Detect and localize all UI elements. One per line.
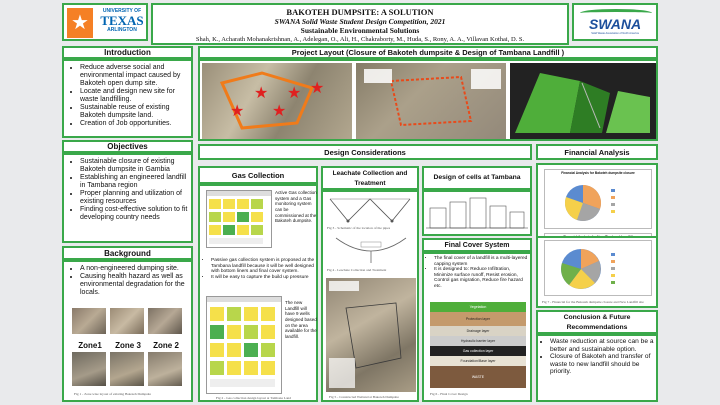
background-heading: Background <box>62 246 193 260</box>
conclusion-item: • Closure of Bakoteh and transfer of waste to new landfill should be priority. <box>550 353 654 376</box>
cover-layer: Hydraulic barrier layer <box>430 336 526 346</box>
gas-grid-1-chart <box>207 191 271 247</box>
zone-label: Zone 3 <box>115 341 141 350</box>
marker-star-icon: ★ <box>310 80 325 97</box>
objectives-panel <box>62 153 193 243</box>
financial-panel-2 <box>536 236 658 308</box>
zone-photo-3 <box>148 308 182 334</box>
introduction-heading: Introduction <box>62 46 193 59</box>
financial-chart-1-title: Financial Analysis for Bakoteh dumpsite closure <box>561 171 635 175</box>
zone-photo-5 <box>110 352 144 386</box>
leachate-caption-3: Fig 5 - Constructed Wetland at Bakoteh Dumpsite <box>329 395 399 399</box>
swana-tagline: Solid Waste Association of North America <box>591 32 639 35</box>
gas-note-1: Active Gas collection system and a Gas monitoring system can be commissioned at the Bakoteh dumpsite. <box>275 190 317 224</box>
project-layout-panel <box>198 59 658 141</box>
uta-line2: TEXAS <box>100 13 144 28</box>
leachate-panel <box>321 190 419 402</box>
cover-layer: Foundation/Base layer <box>430 356 526 366</box>
landfill-outline <box>356 63 506 139</box>
gas-collection-panel <box>198 184 318 402</box>
gas-collection-heading: Gas Collection <box>198 166 318 184</box>
zone-label: Zone1 <box>78 341 102 350</box>
financial-pie-2 <box>545 241 651 295</box>
final-cover-caption: Fig 6 - Final Cover Design <box>430 392 468 396</box>
financial-chart-1 <box>544 169 652 229</box>
final-cover-panel <box>422 252 532 402</box>
background-caption: Fig 1 - Zone wise layout of existing Bakoteh Dumpsite <box>74 392 152 396</box>
marker-star-icon: ★ <box>272 103 287 120</box>
pipe-schematic-drawing <box>326 195 414 225</box>
marker-star-icon: ★ <box>287 85 302 102</box>
intro-item: • Sustainable reuse of existing Bakoteh dumpsite land. <box>80 104 189 120</box>
intro-item: • Reduce adverse social and environmental impact caused by Bakoteh open dump site. <box>80 64 189 88</box>
cover-layer: Protection layer <box>430 312 526 326</box>
objective-item: • Sustainable closure of existing Bakoteh dumpsite in Gambia <box>80 158 189 174</box>
leachate-pipe-schematic <box>326 195 414 225</box>
objective-item: • Proper planning and utilization of existing resources <box>80 190 189 206</box>
poster-org: Sustainable Environmental Solutions <box>300 26 420 35</box>
swana-text: SWANA <box>588 16 642 32</box>
cover-layer: Vegetation <box>430 302 526 312</box>
zone-photo-2 <box>110 308 144 334</box>
leachate-flow-drawing <box>331 234 411 264</box>
poster-title-block <box>151 3 569 45</box>
background-item: • A non-engineered dumping site. <box>80 265 189 273</box>
cells-heading: Design of cells at Tambana <box>422 166 532 190</box>
marker-star-icon: ★ <box>230 103 245 120</box>
gas-item: • Passive gas collection system is proposed at the Tambana landfill because it will be well designed with bottom liners and final cover system. <box>211 258 318 275</box>
financial-heading: Financial Analysis <box>536 144 658 160</box>
introduction-panel <box>62 59 193 138</box>
gas-caption: Fig 2 - Gas collection design layout at Tambana Land <box>216 396 292 400</box>
wetland-outline <box>326 278 416 392</box>
financial-chart-2-body <box>544 240 652 296</box>
intro-item: • Creation of Job opportunities. <box>80 120 189 128</box>
wetland-aerial <box>326 278 416 392</box>
poster-authors: Shah, K., Acharath Mohanakrishnan, A., Adelegan, O., Ali, H., Chakraborty, M., Huda, S., Rony, A. A., Villavan Kothai, D. S. <box>195 36 525 43</box>
landfill-3d-render <box>510 63 656 139</box>
gas-well-grid-2 <box>206 296 282 394</box>
landfill-layout-map <box>356 63 506 139</box>
gas-well-grid-1 <box>206 190 272 248</box>
cells-chart <box>424 192 530 234</box>
uta-logo <box>62 3 148 41</box>
uta-line1: UNIVERSITY OF <box>102 8 142 14</box>
objective-item: • Establishing an engineered landfill in Tambana region <box>80 174 189 190</box>
background-panel <box>62 260 193 402</box>
leachate-caption-2: Fig 4 - Leachate Collection and Treatment <box>327 268 387 272</box>
uta-star-icon: ★ <box>67 8 93 38</box>
final-cover-item: • It is designed to: Reduce Infiltration, Minimize surface runoff, Resist erosion, Control gas migration, Reduce fire hazard etc. <box>434 267 530 289</box>
background-item: • Causing health hazard as well as environmental degradation for the locals. <box>80 273 189 297</box>
conclusion-heading: Conclusion & Future Recommendations <box>536 310 658 334</box>
poster-subtitle: SWANA Solid Waste Student Design Competition, 2021 <box>274 17 446 26</box>
cells-panel <box>422 190 532 236</box>
cover-layer: Gas collection layer <box>430 346 526 356</box>
financial-caption: Fig 7 - Financial for the Bakoteh dumpsite closure and New Landfill site <box>542 300 644 304</box>
cover-layer: Drainage layer <box>430 326 526 336</box>
site-map-overlay <box>202 63 352 139</box>
design-considerations-heading: Design Considerations <box>198 144 532 160</box>
gas-grid-2-chart <box>207 297 281 393</box>
final-cover-item: • The final cover of a landfill is a multi-layered capping system <box>434 256 530 267</box>
leachate-caption-1: Fig 3 - Schematic of the location of the pipes <box>327 226 391 230</box>
zone-photo-4 <box>72 352 106 386</box>
gas-item: • It will be easy to capture the build up pressure <box>211 275 318 281</box>
marker-star-icon: ★ <box>254 85 269 102</box>
zone-photo-6 <box>148 352 182 386</box>
project-layout-heading: Project Layout (Closure of Bakoteh dumpsite & Design of Tambana Landfill ) <box>198 46 658 59</box>
cover-layers-diagram <box>430 302 526 388</box>
poster-title: BAKOTEH DUMPSITE: A SOLUTION <box>286 7 434 17</box>
uta-line3: ARLINGTON <box>107 27 137 33</box>
financial-pie-1 <box>545 175 651 227</box>
objective-item: • Finding cost-effective solution to fit developing country needs <box>80 206 189 222</box>
cover-layer: WASTE <box>430 366 526 388</box>
conclusion-item: • Waste reduction at source can be a better and sustainable option. <box>550 338 654 353</box>
conclusion-panel <box>536 334 658 402</box>
zone-photo-1 <box>72 308 106 334</box>
swana-logo <box>572 3 658 41</box>
final-cover-heading: Final Cover System <box>422 238 532 252</box>
leachate-heading: Leachate Collection and Treatment <box>321 166 419 190</box>
gas-note-2: The new Landfill will have 9 wells designed based on the area available for the landfill. <box>285 300 317 339</box>
zone-label: Zone 2 <box>153 341 179 350</box>
landfill-3d-shapes <box>510 63 656 139</box>
leachate-flow-diagram <box>331 234 411 264</box>
objectives-heading: Objectives <box>62 140 193 153</box>
intro-item: • Locate and design new site for waste landfilling. <box>80 88 189 104</box>
site-map-aerial <box>202 63 352 139</box>
